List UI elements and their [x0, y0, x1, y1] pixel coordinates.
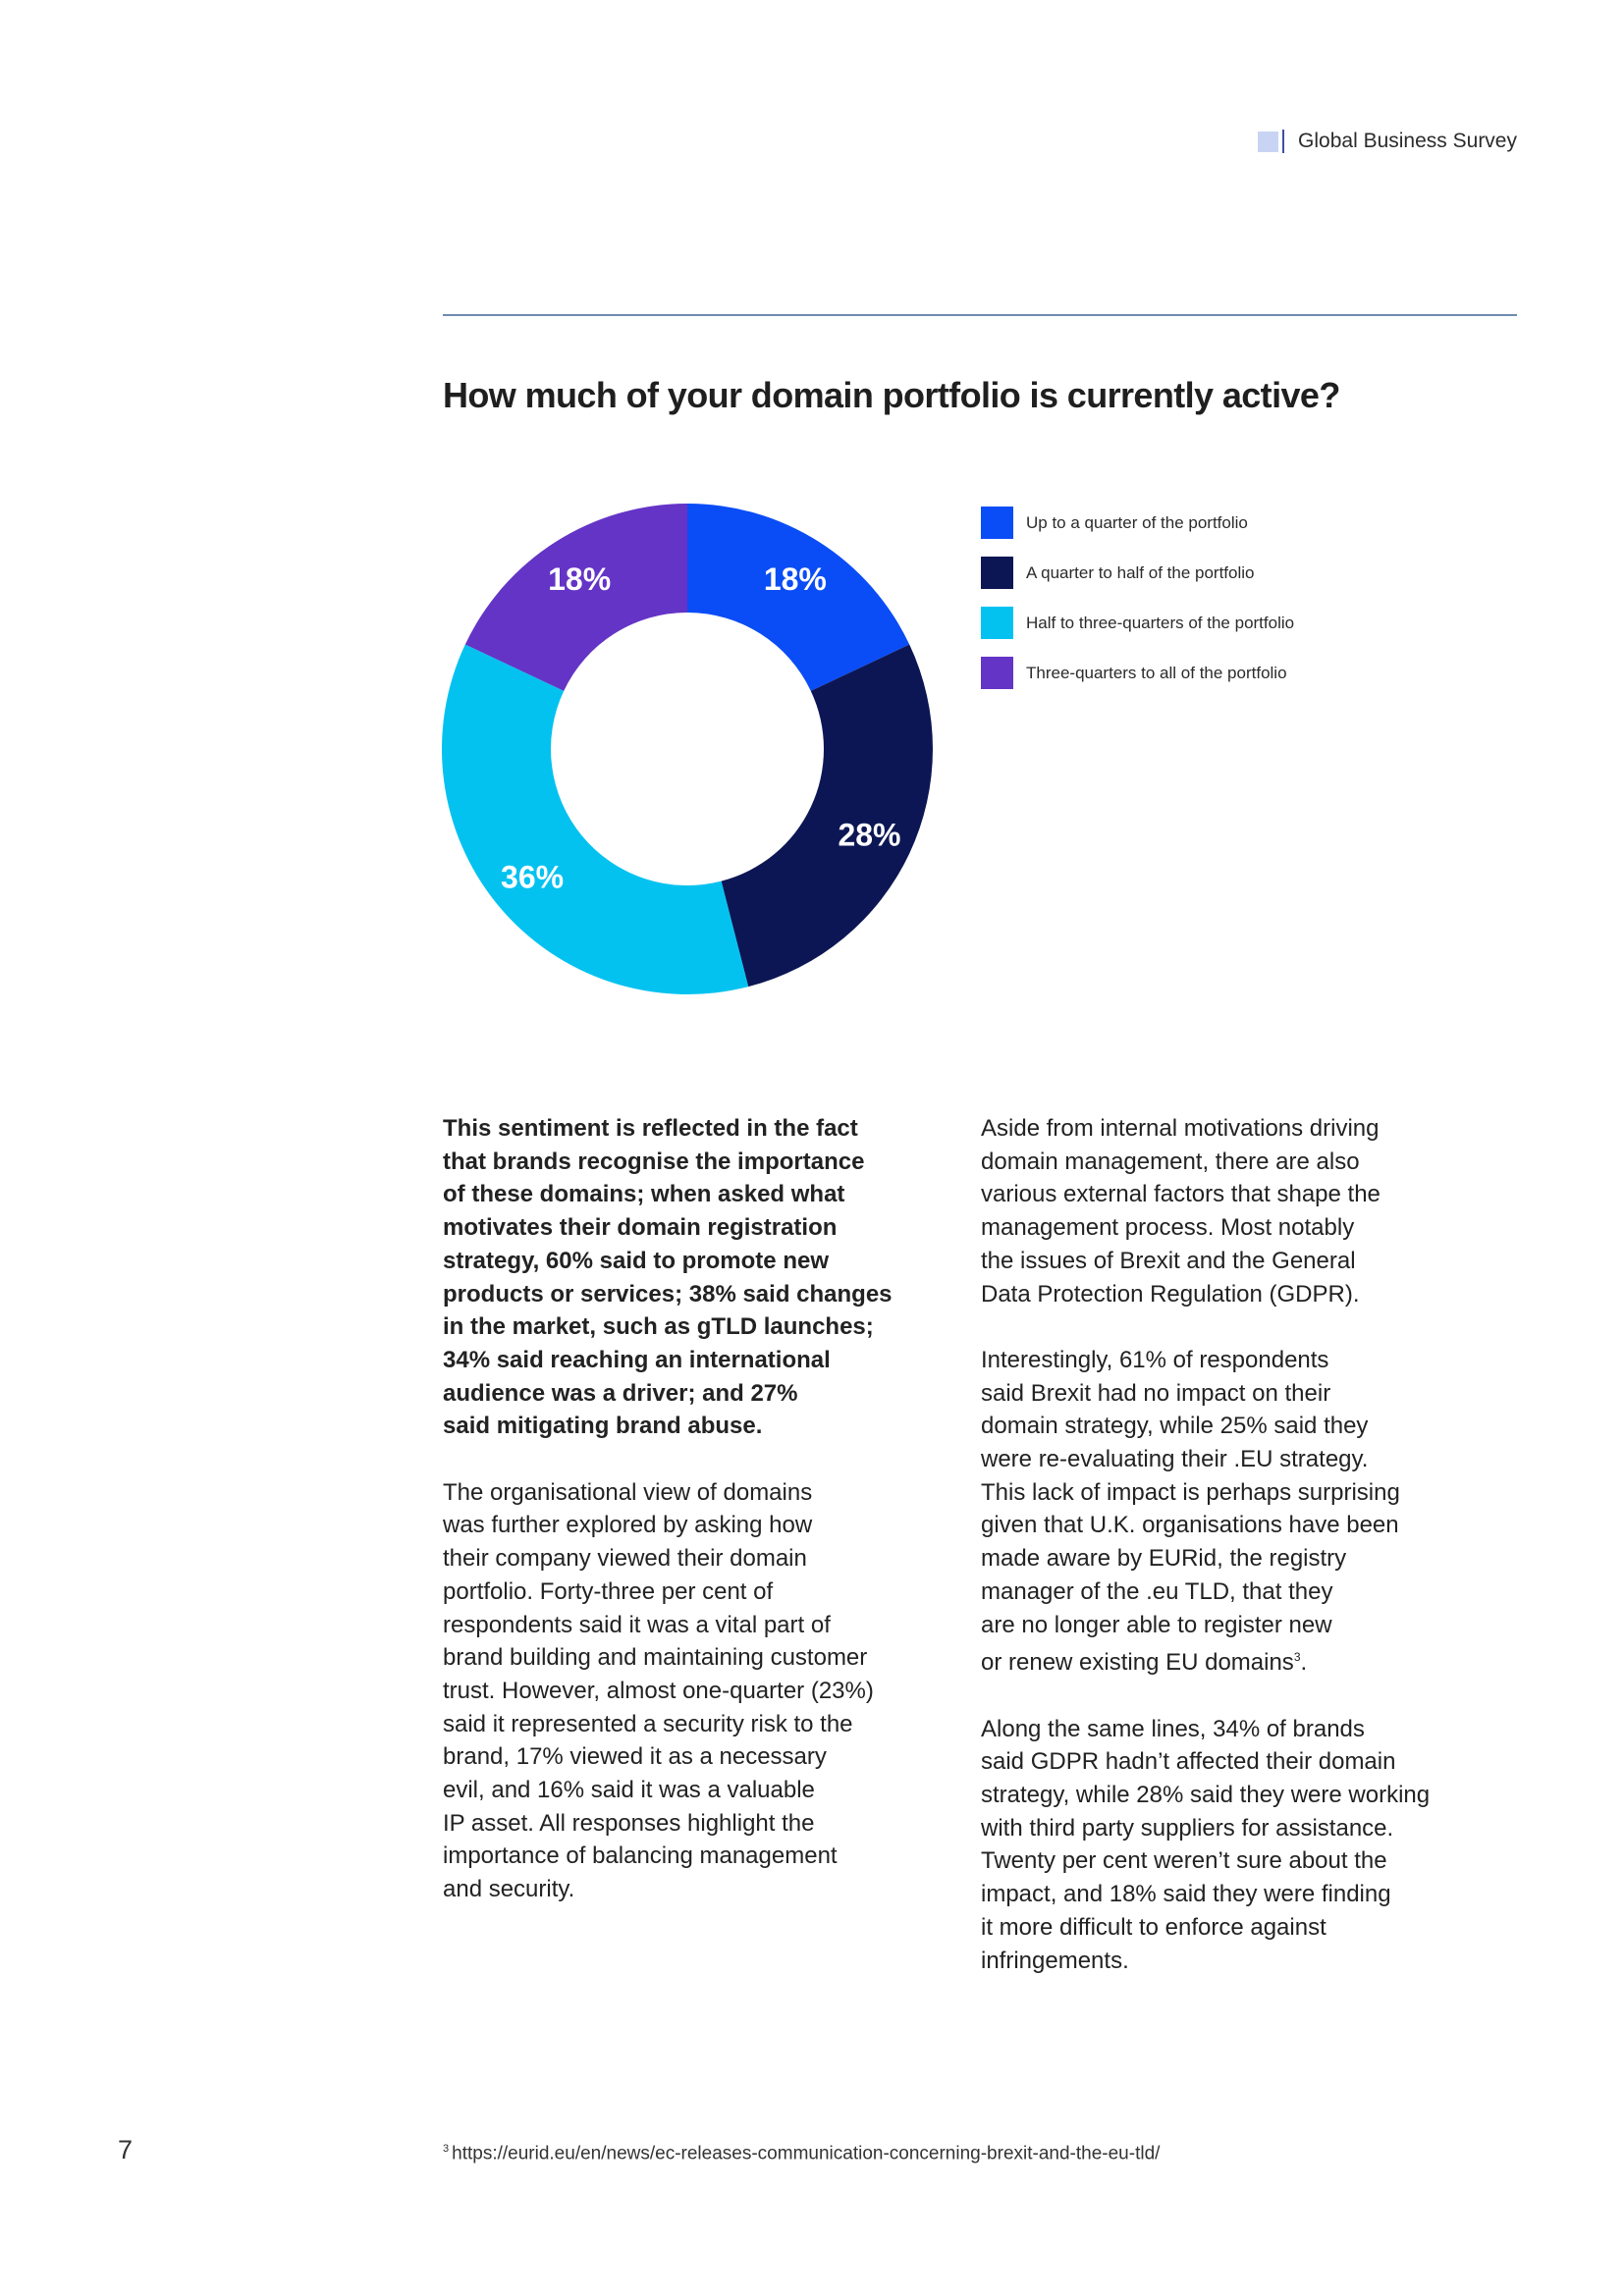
- header-label: Global Business Survey: [1298, 130, 1517, 152]
- section-rule: [443, 314, 1517, 316]
- body-paragraph: [981, 1344, 1472, 1680]
- donut-chart: [432, 494, 943, 1004]
- chart-title: How much of your domain portfolio is currently active?: [443, 375, 1340, 415]
- slice-data-label: 18%: [548, 561, 612, 597]
- slice-data-label: 28%: [838, 817, 901, 853]
- body-paragraph: Along the same lines, 34% of brands said GDPR hadn’t affected their domain strategy, while 28% said they were working with third party suppliers for assistance. Twenty per cent weren’t sure about the impact, and 18% said they were finding it more difficult to enforce against infringements.: [981, 1715, 1431, 1974]
- body-paragraph-text: Interestingly, 61% of respondents said Brexit had no impact on their domain strategy, while 25% said they were re-evaluating their .EU strategy. This lack of impact is perhaps surprising given that U.K. organisations have been made aware by EURid, the registry manager of the .eu TLD, that they are no longer able to register new or renew existing EU domains: [981, 1346, 1400, 1677]
- header-divider: [1282, 130, 1284, 153]
- legend-swatch: [981, 657, 1013, 689]
- donut-slice: [722, 645, 933, 988]
- legend-label: Up to a quarter of the portfolio: [1026, 512, 1248, 532]
- header-square-icon: [1258, 132, 1278, 152]
- legend-swatch: [981, 557, 1013, 589]
- footnote-link[interactable]: https://eurid.eu/en/news/ec-releases-communication-concerning-brexit-and-the-eu-tld/: [452, 2143, 1161, 2164]
- header-tag: [1258, 130, 1517, 153]
- legend-swatch: [981, 507, 1013, 539]
- legend-item: [981, 607, 1294, 639]
- body-paragraph: The organisational view of domains was further explored by asking how their company viewed their domain portfolio. Forty-three per cent of respondents said it was a vital part of brand building and maintaining customer trust. However, almost one-quarter (23%) said it represented a security risk to the brand, 17% viewed it as a necessary evil, and 16% said it was a valuable IP asset. All responses highlight the importance of balancing management and security.: [443, 1478, 874, 1903]
- slice-data-label: 36%: [501, 859, 565, 895]
- donut-slice: [442, 645, 748, 994]
- footnote-reference: 3: [1293, 1650, 1301, 1665]
- slice-data-label: 18%: [763, 561, 827, 597]
- body-paragraph-end: .: [1300, 1649, 1308, 1677]
- legend-item: [981, 507, 1294, 539]
- body-paragraph: Aside from internal motivations driving domain management, there are also various external factors that shape the management process. Most notably the issues of Brexit and the General Data Protection Regulation (GDPR).: [981, 1115, 1380, 1308]
- legend-swatch: [981, 607, 1013, 639]
- legend-label: A quarter to half of the portfolio: [1026, 562, 1255, 582]
- legend-item: [981, 657, 1294, 689]
- body-column-left: [443, 1112, 934, 1940]
- body-column-right: [981, 1112, 1472, 2010]
- legend-label: Three-quarters to all of the portfolio: [1026, 663, 1287, 682]
- footnote-marker: 3: [443, 2143, 450, 2155]
- lead-paragraph: This sentiment is reflected in the fact that brands recognise the importance of these domains; when asked what motivates their domain registration strategy, 60% said to promote new products or services; 38% said changes in the market, such as gTLD launches; 34% said reaching an international audience was a driver; and 27% said mitigating brand abuse.: [443, 1115, 893, 1440]
- legend-item: [981, 557, 1294, 589]
- page-number: 7: [118, 2135, 134, 2164]
- legend-label: Half to three-quarters of the portfolio: [1026, 613, 1295, 632]
- footnote: [443, 2143, 1160, 2164]
- chart-legend: [981, 507, 1294, 707]
